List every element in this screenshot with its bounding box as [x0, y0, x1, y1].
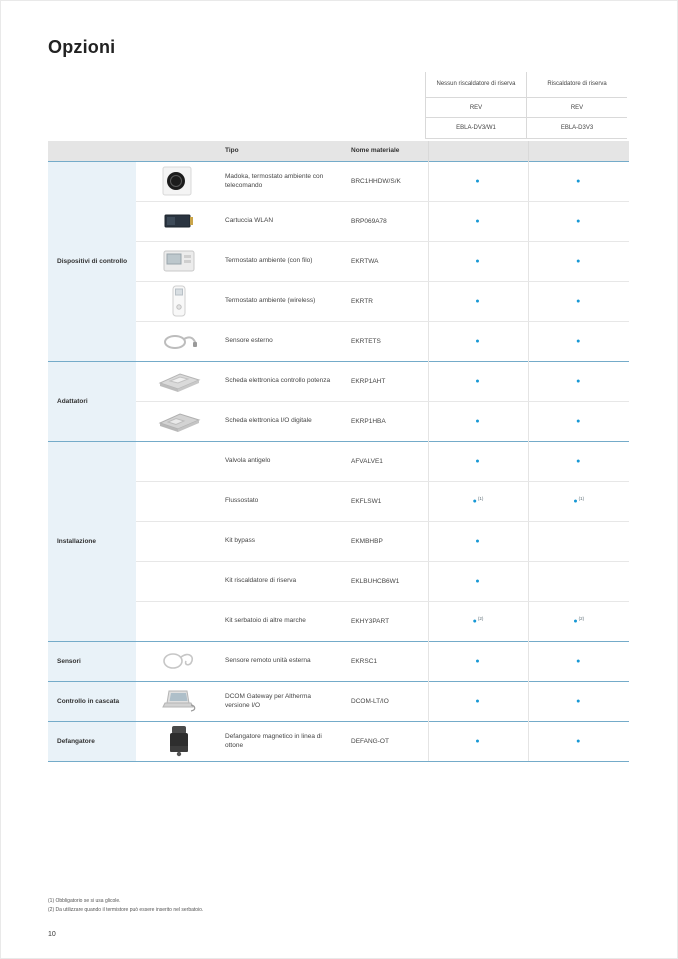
availability-cell [528, 161, 629, 201]
sensor-cable-icon [160, 330, 198, 352]
wireless-thermostat-icon [172, 285, 186, 317]
table-row [48, 521, 629, 561]
availability-dot: ● [475, 258, 480, 266]
header-col1 [428, 141, 528, 161]
product-image-pcb-power [136, 361, 221, 401]
availability-dot: ● [573, 498, 578, 506]
footnotes [48, 897, 203, 914]
material-code: EKRP1HBA [351, 417, 386, 425]
product-type: Kit riscaldatore di riserva [221, 561, 347, 601]
footnote-2: (2) Da utilizzare quando il termistore può essere inserito nel serbatoio. [48, 906, 204, 913]
material-code: DEFANG-OT [347, 721, 428, 761]
model-rev-2: REV [526, 98, 627, 118]
availability-cell [428, 601, 528, 641]
availability-cell [528, 241, 629, 281]
model-header [425, 72, 627, 139]
footnote-ref: (1) [578, 496, 585, 502]
sensor-cable-icon [159, 649, 199, 673]
availability-cell [428, 241, 528, 281]
header-tipo: Tipo [221, 141, 347, 161]
availability-dot: ● [472, 498, 477, 506]
availability-cell [428, 721, 528, 761]
model-code-1: EBLA-DV3/W1 [425, 118, 526, 139]
product-type: Sensore esterno [225, 337, 273, 345]
availability-cell [528, 321, 629, 361]
product-image-madoka [136, 161, 221, 201]
table-row [48, 441, 629, 481]
availability-cell [528, 401, 629, 441]
availability-dot: ● [573, 618, 578, 626]
options-table [48, 141, 629, 762]
availability-dot: ● [576, 458, 581, 466]
availability-cell [528, 561, 629, 601]
laptop-icon [160, 689, 198, 713]
material-code: AFVALVE1 [347, 441, 428, 481]
availability-dot: ● [576, 178, 581, 186]
material-code: BRP069A78 [347, 201, 428, 241]
table-row [48, 641, 629, 681]
table-row [48, 201, 629, 241]
table-row [48, 681, 629, 721]
product-type: Flussostato [221, 481, 347, 521]
availability-cell [528, 641, 629, 681]
availability-dot: ● [475, 458, 480, 466]
table-row [48, 721, 629, 761]
model-code-2: EBLA-D3V3 [526, 118, 627, 139]
product-type: Valvola antigelo [221, 441, 347, 481]
table-row [48, 481, 629, 521]
availability-cell [428, 161, 528, 201]
availability-dot: ● [475, 218, 480, 226]
availability-cell [528, 721, 629, 761]
table-row [48, 601, 629, 641]
product-type: Scheda elettronica I/O digitale [225, 417, 312, 425]
availability-dot: ● [475, 658, 480, 666]
availability-dot: ● [475, 338, 480, 346]
availability-dot: ● [576, 298, 581, 306]
pcb-board-icon [156, 369, 202, 393]
availability-dot: ● [475, 378, 480, 386]
wired-thermostat-icon [163, 250, 195, 272]
product-type: Cartuccia WLAN [221, 201, 347, 241]
availability-dot: ● [576, 738, 581, 746]
header-image [136, 141, 221, 161]
product-type: Termostato ambiente (con filo) [221, 241, 347, 281]
product-image-dirt-separator [136, 721, 221, 761]
product-type: Madoka, termostato ambiente con telecomando [221, 161, 347, 201]
footnote-ref: (1) [477, 496, 484, 502]
product-image-wireless-thermostat [136, 281, 221, 321]
product-image-empty [136, 481, 221, 521]
product-type: DCOM Gateway per Altherma versione I/O [221, 681, 347, 721]
availability-cell [528, 441, 629, 481]
header-col2 [528, 141, 629, 161]
availability-dot: ● [475, 178, 480, 186]
pcb-board-icon [156, 409, 202, 433]
madoka-thermostat-icon [157, 166, 201, 196]
material-code: EKMBHBP [347, 521, 428, 561]
product-image-wired-thermostat [136, 241, 221, 281]
category-cell-defangatore: Defangatore [48, 721, 136, 761]
availability-dot: ● [475, 738, 480, 746]
availability-dot: ● [576, 218, 581, 226]
magnetic-filter-icon [167, 725, 191, 757]
availability-cell [428, 521, 528, 561]
header-nome-materiale: Nome materiale [347, 141, 428, 161]
availability-dot: ● [576, 258, 581, 266]
availability-cell [528, 281, 629, 321]
product-image-remote-sensor [136, 641, 221, 681]
availability-dot: ● [576, 698, 581, 706]
product-image-empty [136, 561, 221, 601]
product-type: Scheda elettronica controllo potenza [221, 361, 347, 401]
availability-dot: ● [475, 538, 480, 546]
footnote-ref: (2) [578, 616, 585, 622]
table-header-row [48, 141, 629, 161]
availability-cell [528, 201, 629, 241]
product-image-external-sensor [136, 321, 221, 361]
material-code: EKRSC1 [347, 641, 428, 681]
availability-dot: ● [576, 338, 581, 346]
availability-cell [428, 401, 528, 441]
table-row [48, 281, 629, 321]
category-cell-sensori: Sensori [48, 641, 136, 681]
page-number: 10 [48, 931, 56, 938]
availability-cell [428, 561, 528, 601]
category-cell-dispositivi: Dispositivi di controllo [48, 161, 136, 361]
material-code: EKRTWA [347, 241, 428, 281]
category-cell-adattatori: Adattatori [48, 361, 136, 441]
header-category [48, 141, 136, 161]
material-code: EKHY3PART [351, 617, 390, 625]
product-type: Kit serbatoio di altre marche [225, 617, 306, 625]
table-row [48, 321, 629, 361]
material-code: EKLBUHCB6W1 [347, 561, 428, 601]
availability-cell [428, 361, 528, 401]
availability-cell [428, 201, 528, 241]
product-image-pcb-io [136, 401, 221, 441]
availability-cell [428, 681, 528, 721]
material-code: EKRTR [347, 281, 428, 321]
wlan-cartridge-icon [164, 212, 194, 230]
table-row [48, 241, 629, 281]
material-code: EKFLSW1 [347, 481, 428, 521]
availability-dot: ● [475, 298, 480, 306]
page-title: Opzioni [48, 37, 116, 57]
material-code: EKRTETS [351, 337, 381, 345]
availability-cell [528, 361, 629, 401]
table-row [48, 401, 629, 441]
availability-dot: ● [475, 578, 480, 586]
availability-dot: ● [576, 378, 581, 386]
product-image-empty [136, 601, 221, 641]
availability-cell [528, 481, 629, 521]
availability-cell [428, 321, 528, 361]
availability-dot: ● [472, 618, 477, 626]
availability-cell [428, 441, 528, 481]
product-type: Kit bypass [221, 521, 347, 561]
category-cell-installazione: Installazione [48, 441, 136, 641]
model-group-1: Nessun riscaldatore di riserva [425, 72, 526, 98]
material-code: DCOM-LT/IO [347, 681, 428, 721]
availability-cell [428, 481, 528, 521]
material-code: BRC1HHDW/S/K [347, 161, 428, 201]
footnote-ref: (2) [477, 616, 484, 622]
table-row [48, 361, 629, 401]
footnote-1: (1) Obbligatorio se si usa glicole. [48, 898, 121, 904]
category-cell-controllo-cascata: Controllo in cascata [48, 681, 136, 721]
availability-dot: ● [475, 418, 480, 426]
availability-cell [428, 281, 528, 321]
product-image-empty [136, 521, 221, 561]
availability-dot: ● [576, 418, 581, 426]
product-image-wlan [136, 201, 221, 241]
table-row [48, 561, 629, 601]
availability-dot: ● [576, 658, 581, 666]
availability-cell [528, 601, 629, 641]
availability-cell [528, 521, 629, 561]
product-type: Defangatore magnetico in linea di ottone [221, 721, 347, 761]
availability-cell [528, 681, 629, 721]
model-group-2: Riscaldatore di riserva [526, 72, 627, 98]
product-type: Termostato ambiente (wireless) [221, 281, 347, 321]
availability-dot: ● [475, 698, 480, 706]
table-row [48, 161, 629, 201]
availability-cell [428, 641, 528, 681]
product-image-dcom-gateway [136, 681, 221, 721]
material-code: EKRP1AHT [347, 361, 428, 401]
product-type: Sensore remoto unità esterna [221, 641, 347, 681]
product-image-empty [136, 441, 221, 481]
model-rev-1: REV [425, 98, 526, 118]
